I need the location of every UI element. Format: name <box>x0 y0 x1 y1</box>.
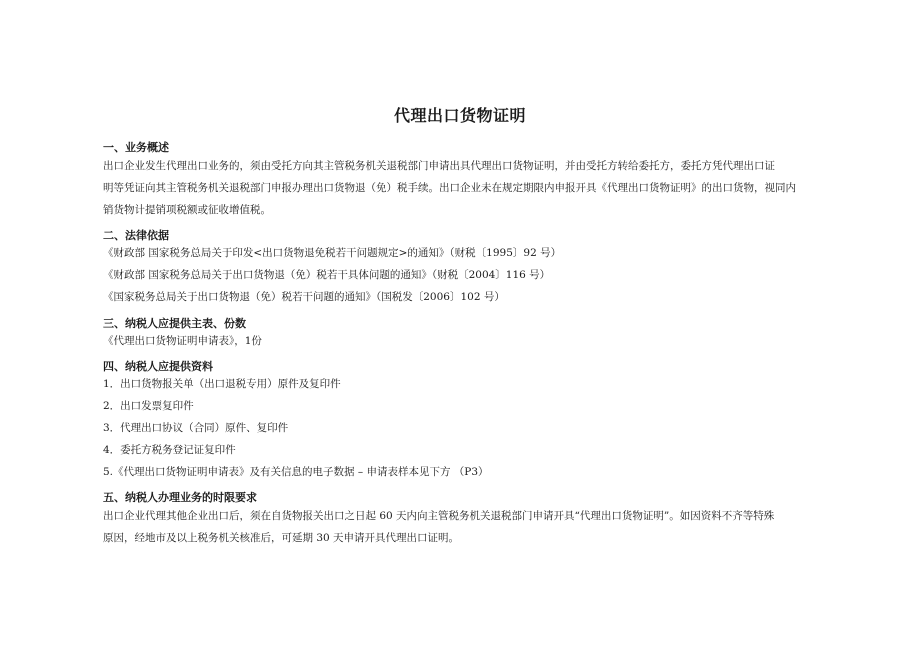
overview-line-2: 明等凭证向其主管税务机关退税部门申报办理出口货物退（免）税手续。出口企业未在规定期限内申报开具《代理出口货物证明》的出口货物，视同内 <box>103 182 796 194</box>
legal-basis-item-2: 《财政部 国家税务总局关于出口货物退（免）税若干具体问题的通知》（财税〔2004〕116 号） <box>103 269 551 281</box>
materials-item-3: 3．代理出口协议（合同）原件、复印件 <box>103 422 289 434</box>
section-heading-time-limit: 五、纳税人办理业务的时限要求 <box>103 491 257 504</box>
section-heading-legal-basis: 二、法律依据 <box>103 229 169 242</box>
overview-line-1: 出口企业发生代理出口业务的，须由受托方向其主管税务机关退税部门申请出具代理出口货物证明，并由受托方转给委托方，委托方凭代理出口证 <box>103 160 775 172</box>
section-heading-overview: 一、业务概述 <box>103 141 169 154</box>
materials-item-5: 5.《代理出口货物证明申请表》及有关信息的电子数据 – 申请表样本见下方 （P3） <box>103 466 489 478</box>
materials-item-2: 2．出口发票复印件 <box>103 400 194 412</box>
legal-basis-item-1: 《财政部 国家税务总局关于印发<出口货物退免税若干问题规定>的通知》（财税〔1995〕92 号） <box>103 247 562 259</box>
time-limit-line-2: 原因，经地市及以上税务机关核准后，可延期 30 天申请开具代理出口证明。 <box>103 532 460 544</box>
materials-item-4: 4．委托方税务登记证复印件 <box>103 444 236 456</box>
time-limit-line-1: 出口企业代理其他企业出口后，须在自货物报关出口之日起 60 天内向主管税务机关退税部门申请开具“代理出口货物证明”。如因资料不齐等特殊 <box>103 510 775 522</box>
section-heading-main-forms: 三、纳税人应提供主表、份数 <box>103 317 246 330</box>
main-forms-item-1: 《代理出口货物证明申请表》，1份 <box>103 335 262 347</box>
materials-item-1: 1．出口货物报关单（出口退税专用）原件及复印件 <box>103 378 341 390</box>
legal-basis-item-3: 《国家税务总局关于出口货物退（免）税若干问题的通知》（国税发〔2006〕102 号） <box>103 291 505 303</box>
section-heading-materials: 四、纳税人应提供资料 <box>103 360 213 373</box>
overview-line-3: 销货物计提销项税额或征收增值税。 <box>103 204 271 216</box>
page-title: 代理出口货物证明 <box>393 106 526 125</box>
